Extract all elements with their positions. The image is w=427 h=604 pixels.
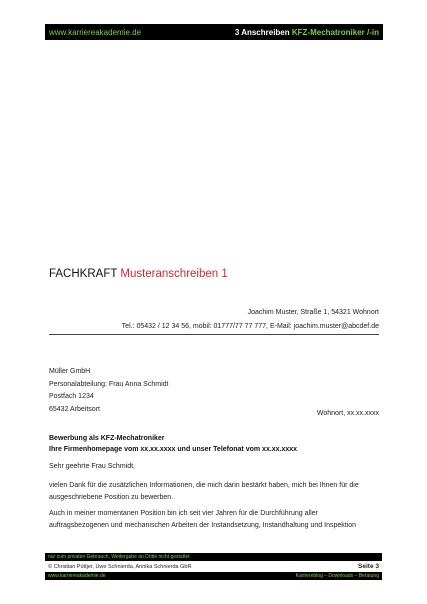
paragraph-2-line-1: Auch in meiner momentanen Position bin ich seit vier Jahren für die Durchführung aller <box>49 510 318 517</box>
heading-prefix: FACHKRAFT <box>49 268 121 280</box>
subject-line-2: Ihre Firmenhomepage vom xx.xx.xxxx und unser Telefonat vom xx.xx.xxxx <box>49 446 298 453</box>
header-title-prefix: 3 Anschreiben <box>234 27 292 37</box>
sender-contact: Tel.: 05432 / 12 34 56, mobil: 01777/77 77 777, E-Mail: joachim.muster@abcdef.de <box>121 323 379 330</box>
paragraph-2 <box>49 508 381 532</box>
recipient-block <box>49 366 168 416</box>
recipient-department: Personalabteilung: Frau Anna Schmidt <box>49 380 169 388</box>
sender-divider <box>49 334 379 335</box>
paragraph-2-line-2: auftragsbezogenen und mechanischen Arbeiten der Instandsetzung, Instandhaltung und Inspektion <box>49 522 357 529</box>
sender-block <box>122 306 379 334</box>
recipient-company: Müller GmbH <box>49 368 91 375</box>
heading-accent: Musteranschreiben 1 <box>120 268 228 280</box>
header-title <box>235 28 379 37</box>
subject-line-1: Bewerbung als KFZ-Mechatroniker <box>49 435 165 442</box>
footer-tagline[interactable]: Karriereblog – Downloads – Beratung <box>295 573 379 579</box>
header-site-link[interactable]: www.karriereakademie.de <box>49 27 142 37</box>
footer-info-row <box>45 562 382 571</box>
recipient-city: 65432 Arbeitsort <box>49 405 100 413</box>
footer-copyright: © Christian Püttjer, Uwe Schnierda, Annika Schnierda GbR <box>48 563 192 570</box>
paragraph-1-line-1: vielen Dank für die zusätzlichen Informationen, die mich darin bestärkt haben, mich bei Ihnen für die <box>49 482 359 489</box>
document-heading <box>49 268 228 280</box>
recipient-po-box: Postfach 1234 <box>49 393 94 400</box>
place-date: Wohnort, xx.xx.xxxx <box>316 410 379 417</box>
paragraph-1-line-2: ausgeschriebene Position zu bewerben. <box>49 494 174 501</box>
salutation: Sehr geehrte Frau Schmidt, <box>49 463 135 470</box>
footer-link-bar <box>45 572 382 580</box>
header-title-accent: KFZ-Mechatroniker /-in <box>291 27 379 37</box>
sender-address: Joachim Muster, Straße 1, 54321 Wohnort <box>247 309 379 316</box>
footer-notice-bar <box>45 553 382 561</box>
footer-site-link[interactable]: www.karriereakademie.de <box>48 573 106 579</box>
header-bar <box>45 24 383 40</box>
paragraph-1 <box>49 480 381 504</box>
subject-block <box>49 433 297 455</box>
footer-notice: nur zum privaten Gebrauch, Weitergabe an Dritte nicht gestattet <box>48 554 190 560</box>
page-number: Seite 3 <box>358 563 379 570</box>
